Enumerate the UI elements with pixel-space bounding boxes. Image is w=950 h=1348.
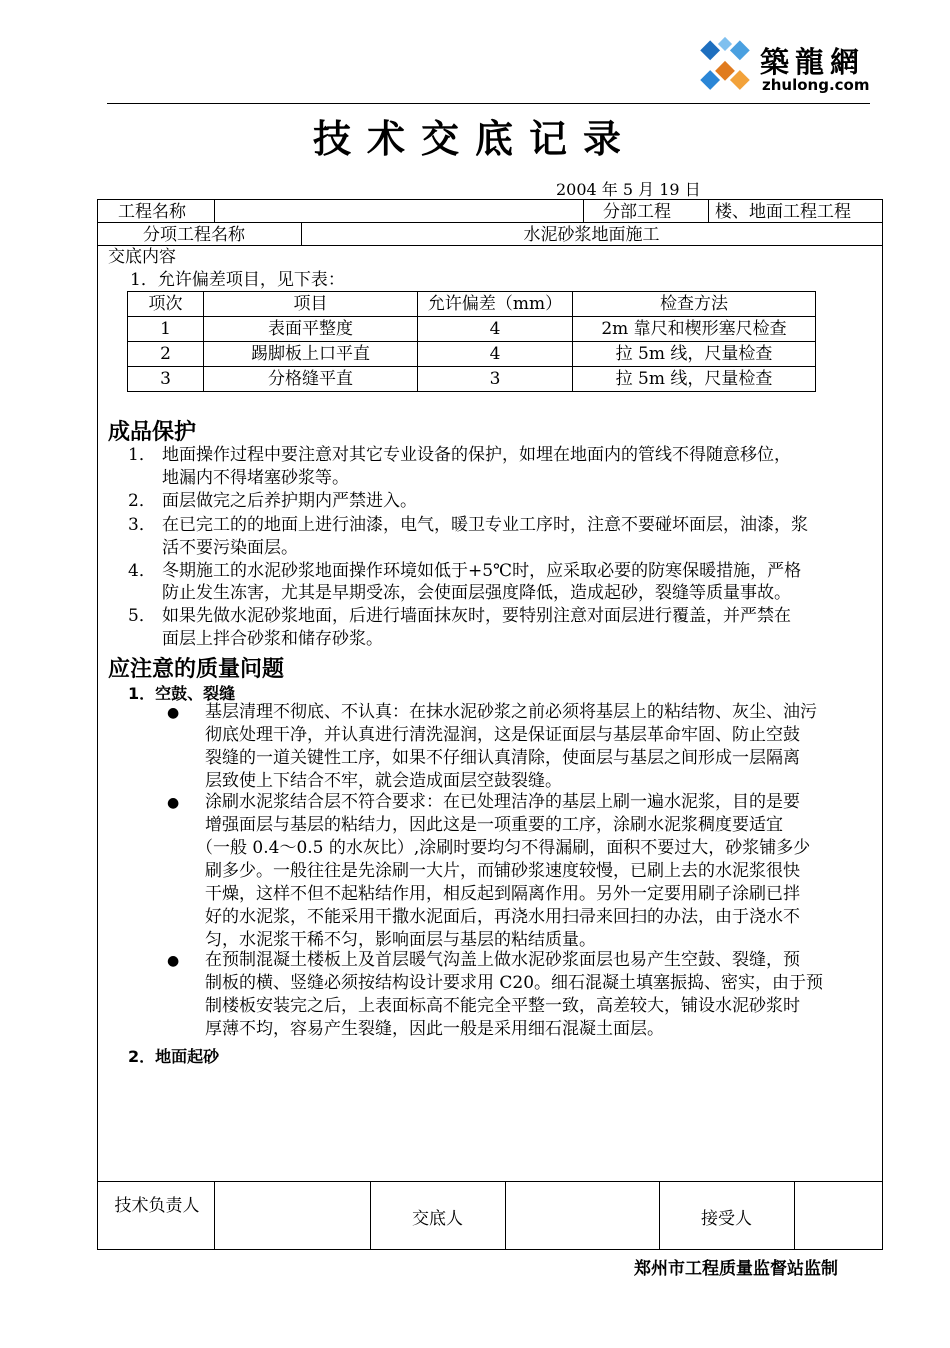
table-cell: 4	[418, 317, 573, 342]
bullet-line: 好的水泥浆，不能采用干撒水泥面后，再浇水用扫帚来回扫的办法，由于浇水不	[205, 907, 800, 927]
column-header: 项目	[204, 292, 418, 317]
header-rule	[107, 103, 870, 104]
bullet-line: 在预制混凝土楼板上及首层暖气沟盖上做水泥砂浆面层也易产生空鼓、裂缝，预	[205, 950, 800, 970]
list-number: 5．	[128, 606, 156, 626]
list-item-line: 如果先做水泥砂浆地面，后进行墙面抹灰时，要特别注意对面层进行覆盖，并严禁在	[162, 606, 791, 626]
list-item-line: 冬期施工的水泥砂浆地面操作环境如低于+5℃时，应采取必要的防寒保暖措施，严格	[162, 561, 802, 581]
table-cell: 拉 5m 线，尺量检查	[573, 367, 816, 392]
bullet-line: 厚薄不均，容易产生裂缝，因此一般是采用细石混凝土面层。	[205, 1019, 664, 1039]
table-cell: 3	[418, 367, 573, 392]
table-cell: 2	[128, 342, 204, 367]
logo-site: zhulong.com	[762, 76, 870, 94]
handover-label: 交底人	[412, 1209, 463, 1229]
division-value: 楼、地面工程工程	[715, 202, 851, 222]
bullet-icon: ●	[167, 795, 180, 811]
list-number: 4．	[128, 561, 156, 581]
list-item-line: 地面操作过程中要注意对其它专业设备的保护，如埋在地面内的管线不得随意移位，	[162, 445, 791, 465]
receiver-label: 接受人	[701, 1209, 752, 1229]
list-number: 1．	[128, 445, 156, 465]
list-item-line: 面层上拌合砂浆和储存砂浆。	[162, 629, 383, 649]
column-header: 允许偏差（mm）	[418, 292, 573, 317]
bullet-line: 制板的横、竖缝必须按结构设计要求用 C20。细石混凝土填塞振捣、密实，由于预	[205, 973, 824, 993]
bullet-line: 干燥，这样不但不起粘结作用，相反起到隔离作用。另外一定要用刷子涂刷已拌	[205, 884, 800, 904]
bullet-line: （一般 0.4～0.5 的水灰比）,涂刷时要均匀不得漏刷，面积不要过大，砂浆铺多少	[196, 838, 811, 858]
page-title: 技术交底记录	[312, 116, 637, 161]
bullet-line: 基层清理不彻底、不认真：在抹水泥砂浆之前必须将基层上的粘结物、灰尘、油污	[205, 702, 817, 722]
bullet-icon: ●	[167, 705, 180, 721]
bullet-line: 层致使上下结合不牢，就会造成面层空鼓裂缝。	[205, 771, 562, 791]
list-item-line: 防止发生冻害，尤其是早期受冻，会使面层强度降低，造成起砂，裂缝等质量事故。	[162, 583, 791, 603]
column-header: 检查方法	[573, 292, 816, 317]
footer-note: 郑州市工程质量监督站监制	[634, 1259, 838, 1279]
table-row	[128, 367, 816, 392]
list-item-line: 地漏内不得堵塞砂浆等。	[162, 468, 349, 488]
bullet-line: 匀，水泥浆干稀不匀，影响面层与基层的粘结质量。	[205, 930, 596, 950]
bullet-line: 制楼板安装完之后，上表面标高不能完全平整一致，高差较大，铺设水泥砂浆时	[205, 996, 800, 1016]
bullet-line: 彻底处理干净，并认真进行清洗湿润，这是保证面层与基层革命牢固、防止空鼓	[205, 725, 800, 745]
list-number: 3．	[128, 515, 156, 535]
table-cell: 1	[128, 317, 204, 342]
division-label: 分部工程	[603, 202, 671, 222]
table-cell: 3	[128, 367, 204, 392]
table-row	[128, 317, 816, 342]
bullet-line: 刷多少。一般往往是先涂刷一大片，而铺砂浆速度较慢，已刷上去的水泥浆很快	[205, 861, 800, 881]
table-cell: 2m 靠尺和楔形塞尺检查	[573, 317, 816, 342]
table-cell: 踢脚板上口平直	[204, 342, 418, 367]
deviation-intro: 1．允许偏差项目，见下表：	[130, 270, 345, 290]
content-label: 交底内容	[108, 247, 176, 267]
list-item-line: 面层做完之后养护期内严禁进入。	[162, 491, 417, 511]
table-cell: 分格缝平直	[204, 367, 418, 392]
table-cell: 4	[418, 342, 573, 367]
tech-lead-label: 技术负责人	[114, 1196, 200, 1216]
project-name-label: 工程名称	[118, 202, 186, 222]
table-header-row	[128, 292, 816, 317]
list-item-line: 活不要污染面层。	[162, 538, 298, 558]
quality-subheading-1: 1．空鼓、裂缝	[128, 684, 236, 703]
table-cell: 拉 5m 线，尺量检查	[573, 342, 816, 367]
list-item-line: 在已完工的的地面上进行油漆，电气，暖卫专业工序时，注意不要碰坏面层，油漆，浆	[162, 515, 808, 535]
table-cell: 表面平整度	[204, 317, 418, 342]
logo-name: 築龍網	[760, 45, 866, 79]
column-header: 项次	[128, 292, 204, 317]
deviation-table	[127, 291, 816, 388]
record-date: 2004 年 5 月 19 日	[556, 180, 701, 199]
table-row	[128, 342, 816, 367]
protection-heading: 成品保护	[108, 419, 197, 445]
bullet-icon: ●	[167, 953, 180, 969]
zhulong-logo-icon	[693, 36, 757, 100]
bullet-line: 增强面层与基层的粘结力，因此这是一项重要的工序，涂刷水泥浆稠度要适宜	[205, 815, 783, 835]
bullet-line: 裂缝的一道关键性工序，如果不仔细认真清除，使面层与基层之间形成一层隔离	[205, 748, 800, 768]
bullet-line: 涂刷水泥浆结合层不符合要求：在已处理洁净的基层上刷一遍水泥浆，目的是要	[205, 792, 800, 812]
quality-heading: 应注意的质量问题	[108, 656, 285, 682]
quality-subheading-2: 2．地面起砂	[128, 1047, 220, 1066]
subitem-label: 分项工程名称	[143, 225, 245, 245]
list-number: 2．	[128, 491, 156, 511]
subitem-value: 水泥砂浆地面施工	[523, 225, 660, 245]
